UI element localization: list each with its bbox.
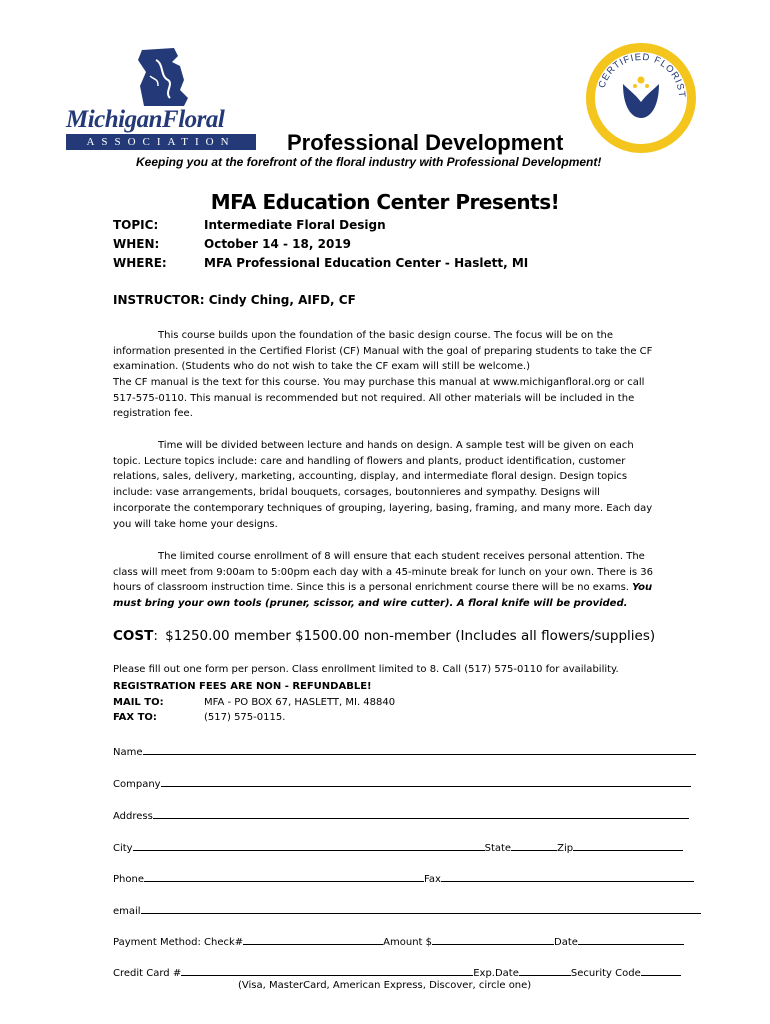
phone-label: Phone: [113, 874, 144, 885]
description-paragraph-2: Time will be divided between lecture and hands on design. A sample test will be given on each topic. Lecture topics include: care and handling of flowers and plants, product identification, customer relations, sales, delivery, marketing, accounting, display, and intermediate floral design. Design topics include: vase arrangements, bridal bouquets, corsages, boutonnieres and sympathy. Designs will incorporate the contemporary techniques of grouping, layering, basing, framing, and many more. Each day you will take home your designs.: [113, 440, 653, 530]
fax-field[interactable]: [441, 870, 694, 882]
city-label: City: [113, 843, 133, 854]
phone-field[interactable]: [144, 870, 424, 882]
state-label: State: [484, 843, 512, 854]
where-label: WHERE:: [113, 256, 167, 270]
company-label: Company: [113, 779, 161, 790]
name-field[interactable]: [143, 743, 696, 755]
phone-row: [113, 870, 694, 885]
address-row: [113, 807, 689, 822]
mail-label: MAIL TO:: [113, 697, 164, 708]
state-field[interactable]: [511, 839, 557, 851]
city-field[interactable]: [133, 839, 485, 851]
mail-address: MFA - PO BOX 67, HASLETT, MI. 48840: [204, 697, 396, 708]
when-value: October 14 - 18, 2019: [204, 237, 351, 251]
fax-number: (517) 575-0115.: [204, 712, 286, 723]
address-field[interactable]: [153, 807, 689, 819]
certified-florist-seal: [585, 42, 697, 154]
description-paragraph-1b: The CF manual is the text for this course. You may purchase this manual at www.michiganfloral.org or call 517-575-0110. This manual is recommended but not required. All other materials will be included in the registration fee.: [113, 377, 645, 420]
credit-card-row: [113, 964, 681, 979]
cost-line: COST: $1250.00 member: [113, 628, 291, 644]
payment-row: [113, 933, 684, 948]
description-paragraph-1: This course builds upon the foundation of the basic design course. The focus will be on the information presented in the Certified Florist (CF) Manual with the goal of preparing students to take the CF examination. (Students who do not wish to take the CF exam will still be welcome.): [113, 330, 653, 373]
logo-association: ASSOCIATION: [66, 134, 256, 150]
credit-card-label: Credit Card #: [113, 968, 182, 979]
exp-date-field[interactable]: [519, 964, 571, 976]
course-heading: MFA Education Center Presents!: [210, 190, 560, 214]
company-row: [113, 775, 691, 790]
email-row: [113, 902, 701, 917]
seal-text: CERTIFIED FLORIST: [596, 51, 688, 99]
check-field[interactable]: [243, 933, 383, 945]
payment-label: Payment Method: Check#: [113, 937, 244, 948]
topic-value: Intermediate Floral Design: [204, 218, 386, 232]
cost-label: COST: [113, 628, 154, 644]
nonrefundable-notice: REGISTRATION FEES ARE NON - REFUNDABLE!: [113, 681, 372, 692]
instructor: INSTRUCTOR: Cindy Ching, AIFD, CF: [113, 293, 356, 307]
date-label: Date: [554, 937, 578, 948]
credit-card-field[interactable]: [181, 964, 473, 976]
when-label: WHEN:: [113, 237, 160, 251]
amount-field[interactable]: [432, 933, 554, 945]
enrollment-text: The limited course enrollment of 8 will ensure that each student receives personal attention. The class will meet from 9:00am to 5:00pm each day with a 45-minute break for lunch on your own. There is 36 hours of classroom instruction time. Since this is a personal enrichment course there will be no exams.: [113, 551, 653, 594]
logo-wordmark: MichiganFloral: [66, 106, 225, 133]
page-title: Professional Development: [287, 130, 564, 155]
topic-label: TOPIC:: [113, 218, 159, 232]
fax-label: FAX TO:: [113, 712, 157, 723]
security-code-label: Security Code: [570, 968, 641, 979]
tagline: Keeping you at the forefront of the floral industry with Professional Development!: [136, 155, 602, 169]
description-paragraph-3: [113, 549, 658, 612]
name-row: [113, 743, 696, 758]
exp-date-label: Exp.Date: [473, 968, 519, 979]
city-row: [113, 839, 683, 854]
registration-note: Please fill out one form per person. Class enrollment limited to 8. Call (517) 575-0110 for availability.: [113, 664, 619, 675]
email-field[interactable]: [141, 902, 701, 914]
amount-label: Amount $: [383, 937, 432, 948]
zip-field[interactable]: [573, 839, 683, 851]
michigan-map-icon: [134, 46, 204, 108]
date-field[interactable]: [578, 933, 684, 945]
card-types-note: (Visa, MasterCard, American Express, Discover, circle one): [238, 980, 532, 991]
mfa-logo: [66, 46, 262, 152]
where-value: MFA Professional Education Center - Haslett, MI: [204, 256, 529, 270]
email-label: email: [113, 906, 141, 917]
security-code-field[interactable]: [641, 964, 681, 976]
fax-field-label: Fax: [423, 874, 441, 885]
cost-nonmember: $1500.00 non-member (Includes all flowers/supplies): [295, 628, 656, 644]
company-field[interactable]: [161, 775, 691, 787]
zip-label: Zip: [557, 843, 574, 854]
cost-member: $1250.00 member: [165, 628, 291, 644]
tools-notice: You must bring your own tools (pruner, scissor, and wire cutter). A floral knife will be provided.: [113, 582, 653, 610]
name-label: Name: [113, 747, 143, 758]
address-label: Address: [113, 811, 153, 822]
